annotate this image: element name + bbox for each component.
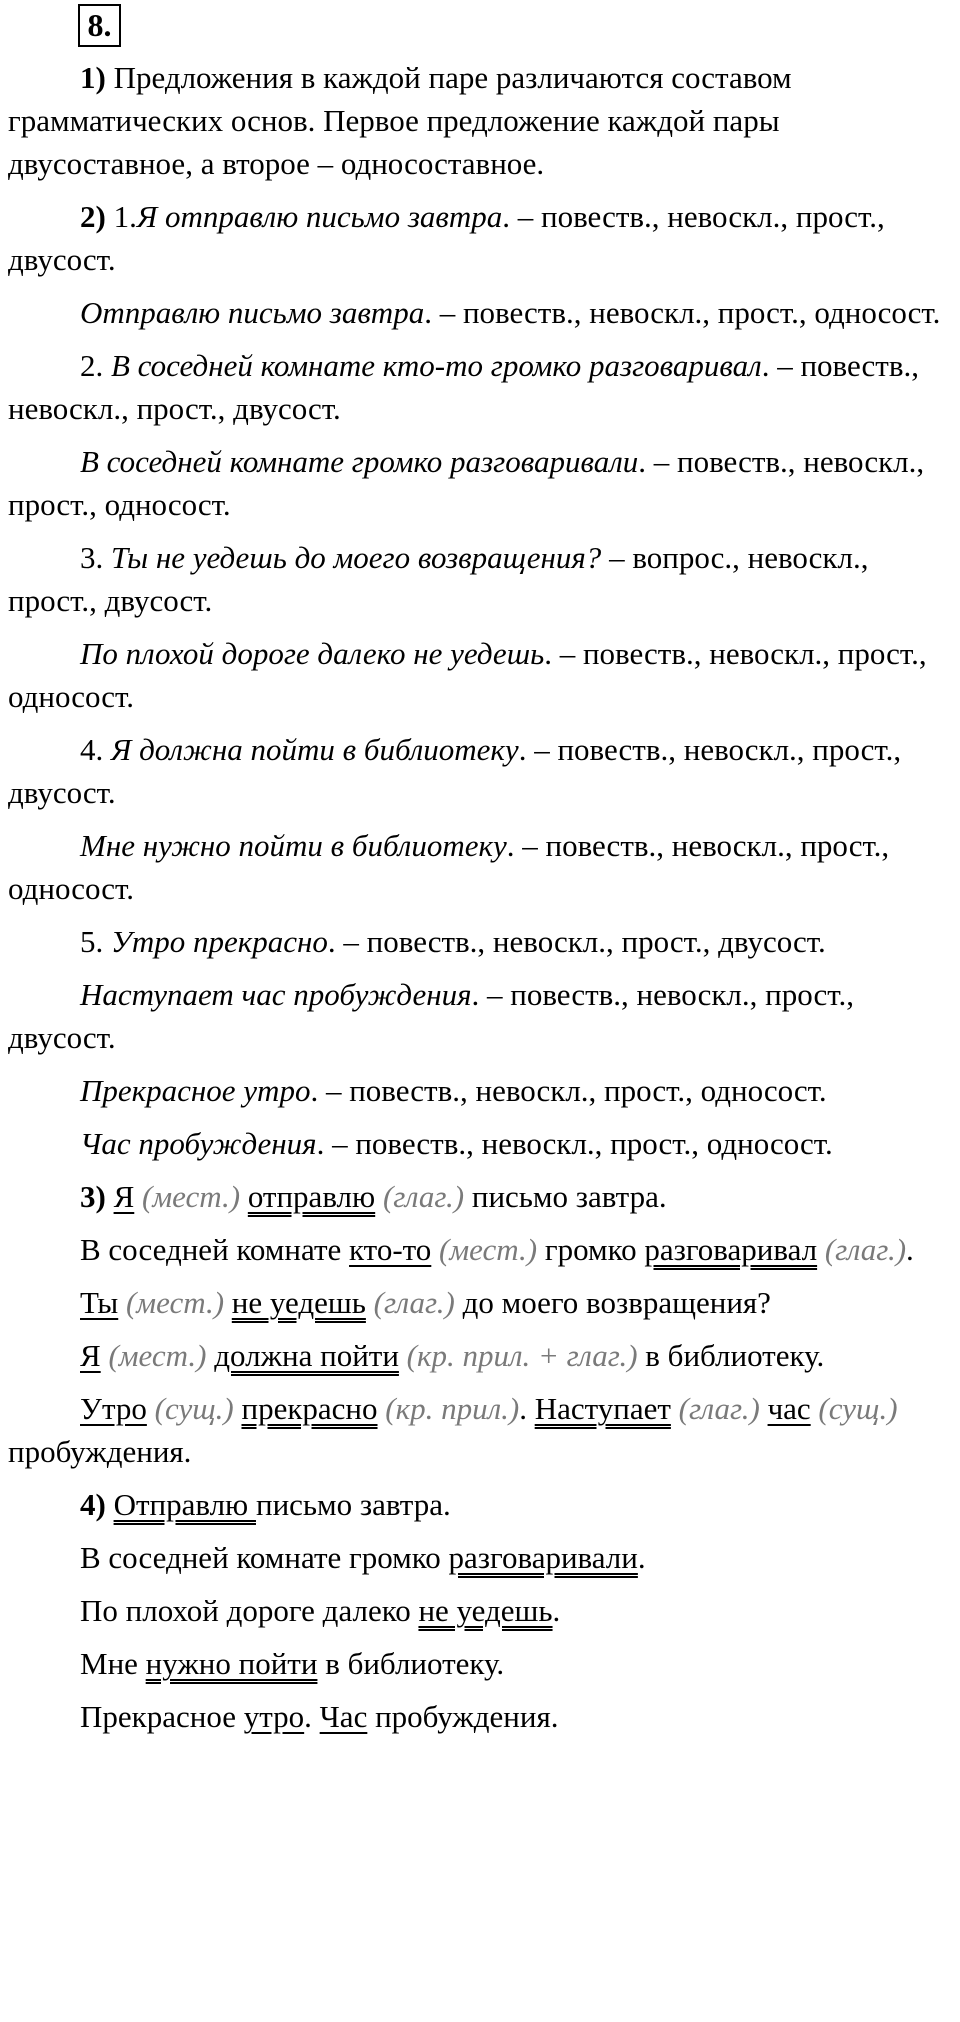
- part-4-marker: 4): [80, 1487, 106, 1522]
- task-number-box: 8.: [78, 4, 121, 47]
- part-3-line: [8, 1387, 958, 1473]
- sentence-description: . – повеств., невоскл., прост., двусост.: [8, 977, 854, 1055]
- sentence-description: . – повеств., невоскл., прост., двусост.: [8, 732, 902, 810]
- part-2-item: [8, 344, 958, 430]
- part-2-item: [8, 1069, 958, 1112]
- part-3-line: [8, 1175, 958, 1218]
- part-3-line: [8, 1228, 958, 1271]
- pos-note: (сущ.): [154, 1391, 234, 1426]
- pos-note: (глаг.): [382, 1179, 465, 1214]
- pos-note: (мест.): [439, 1232, 538, 1267]
- answer-content: [8, 56, 958, 1748]
- pos-note: (мест.): [108, 1338, 207, 1373]
- part-2-item: [8, 1122, 958, 1165]
- sentence-description: . – повеств., невоскл., прост., двусост.: [8, 348, 919, 426]
- part-1-paragraph: [8, 56, 958, 185]
- sentence-description: . – повеств., невоскл., прост., односост.: [8, 444, 925, 522]
- pos-note: (глаг.): [373, 1285, 455, 1320]
- subject: Утро: [80, 1391, 147, 1426]
- example-sentence: Ты не уедешь до моего возвращения?: [111, 540, 602, 575]
- predicate: разговаривал: [644, 1232, 818, 1267]
- sentence-text: Мне: [80, 1646, 146, 1681]
- sentence-text: В соседней комнате громко: [80, 1540, 449, 1575]
- example-sentence: Я отправлю письмо завтра: [136, 199, 503, 234]
- main-member: Час: [319, 1699, 368, 1734]
- part-2-item: [8, 536, 958, 622]
- part-4-line: [8, 1695, 958, 1738]
- subject: Ты: [80, 1285, 119, 1320]
- part-4-line: [8, 1536, 958, 1579]
- pos-note: (кр. прил. + глаг.): [406, 1338, 638, 1373]
- part-1-text: Предложения в каждой паре различаются составом грамматических основ. Первое предложение каждой пары двусоставное, а второе – односоставное.: [8, 60, 792, 181]
- predicate: разговаривали: [448, 1540, 638, 1575]
- predicate: должна пойти: [214, 1338, 399, 1373]
- example-sentence: В соседней комнате громко разговаривали: [80, 444, 639, 479]
- part-1-marker: 1): [80, 60, 106, 95]
- item-number: 2.: [80, 348, 111, 383]
- part-2-item: [8, 728, 958, 814]
- sentence-description: . – повеств., невоскл., прост., односост.: [8, 828, 890, 906]
- example-sentence: По плохой дороге далеко не уедешь: [80, 636, 545, 671]
- sentence-description: . – повеств., невоскл., прост., односост.: [424, 295, 941, 330]
- example-sentence: Утро прекрасно: [111, 924, 328, 959]
- predicate: Отправлю: [113, 1487, 256, 1522]
- item-number: 1.: [105, 199, 137, 234]
- part-3-line: [8, 1281, 958, 1324]
- sentence-text: .: [552, 1593, 561, 1628]
- sentence-description: . – повеств., невоскл., прост., односост.: [310, 1073, 827, 1108]
- example-sentence: Мне нужно пойти в библиотеку: [80, 828, 507, 863]
- sentence-text: .: [637, 1540, 646, 1575]
- sentence-text: в библиотеку.: [317, 1646, 505, 1681]
- main-member: утро: [243, 1699, 305, 1734]
- part-2-item: [8, 824, 958, 910]
- sentence-text: По плохой дороге далеко: [80, 1593, 419, 1628]
- item-number: 5.: [80, 924, 111, 959]
- sentence-text: .: [906, 1232, 914, 1267]
- example-sentence: Я должна пойти в библиотеку: [111, 732, 519, 767]
- predicate: отправлю: [247, 1179, 376, 1214]
- subject: час: [767, 1391, 811, 1426]
- sentence-text: .: [304, 1699, 320, 1734]
- subject: кто-то: [349, 1232, 432, 1267]
- sentence-description: . – повеств., невоскл., прост., односост.: [8, 636, 927, 714]
- part-2-item: [8, 920, 958, 963]
- part-2-item: [8, 195, 958, 281]
- pos-note: (мест.): [125, 1285, 225, 1320]
- sentence-description: . – повеств., невоскл., прост., односост.: [316, 1126, 833, 1161]
- pos-note: (сущ.): [818, 1391, 898, 1426]
- pos-note: (глаг.): [678, 1391, 760, 1426]
- subject: Я: [80, 1338, 101, 1373]
- predicate: не уедешь: [231, 1285, 366, 1320]
- part-3-marker: 3): [80, 1179, 106, 1214]
- sentence-rest: до моего возвращения?: [454, 1285, 771, 1320]
- sentence-text: громко: [537, 1232, 645, 1267]
- example-sentence: Прекрасное утро: [80, 1073, 311, 1108]
- pos-note: (кр. прил.): [385, 1391, 520, 1426]
- sentence-rest: в библиотеку.: [637, 1338, 825, 1373]
- predicate: Наступает: [534, 1391, 671, 1426]
- predicate: прекрасно: [241, 1391, 378, 1426]
- item-number: 4.: [80, 732, 111, 767]
- part-2-item: [8, 291, 958, 334]
- sentence-description: . – повеств., невоскл., прост., двусост.: [8, 199, 885, 277]
- pos-note: (мест.): [142, 1179, 241, 1214]
- example-sentence: В соседней комнате кто-то громко разговаривал: [111, 348, 762, 383]
- part-3-line: [8, 1334, 958, 1377]
- part-4-line: [8, 1589, 958, 1632]
- sentence-text: В соседней комнате: [80, 1232, 350, 1267]
- part-4-line: [8, 1642, 958, 1685]
- part-2-item: [8, 632, 958, 718]
- sentence-rest: письмо завтра.: [464, 1179, 667, 1214]
- sentence-rest: письмо завтра.: [255, 1487, 451, 1522]
- sentence-text: .: [519, 1391, 535, 1426]
- sentence-description: – вопрос., невоскл., прост., двусост.: [8, 540, 869, 618]
- example-sentence: Наступает час пробуждения: [80, 977, 472, 1012]
- sentence-text: пробуждения.: [367, 1699, 559, 1734]
- predicate: нужно пойти: [145, 1646, 318, 1681]
- part-2-marker: 2): [80, 199, 106, 234]
- example-sentence: Отправлю письмо завтра: [80, 295, 425, 330]
- sentence-description: . – повеств., невоскл., прост., двусост.: [327, 924, 826, 959]
- sentence-rest: пробуждения.: [8, 1434, 192, 1469]
- subject: Я: [113, 1179, 135, 1214]
- part-2-item: [8, 973, 958, 1059]
- part-4-line: [8, 1483, 958, 1526]
- part-2-item: [8, 440, 958, 526]
- example-sentence: Час пробуждения: [80, 1126, 317, 1161]
- pos-note: (глаг.): [824, 1232, 907, 1267]
- sentence-text: Прекрасное: [80, 1699, 244, 1734]
- predicate: не уедешь: [418, 1593, 553, 1628]
- item-number: 3.: [80, 540, 111, 575]
